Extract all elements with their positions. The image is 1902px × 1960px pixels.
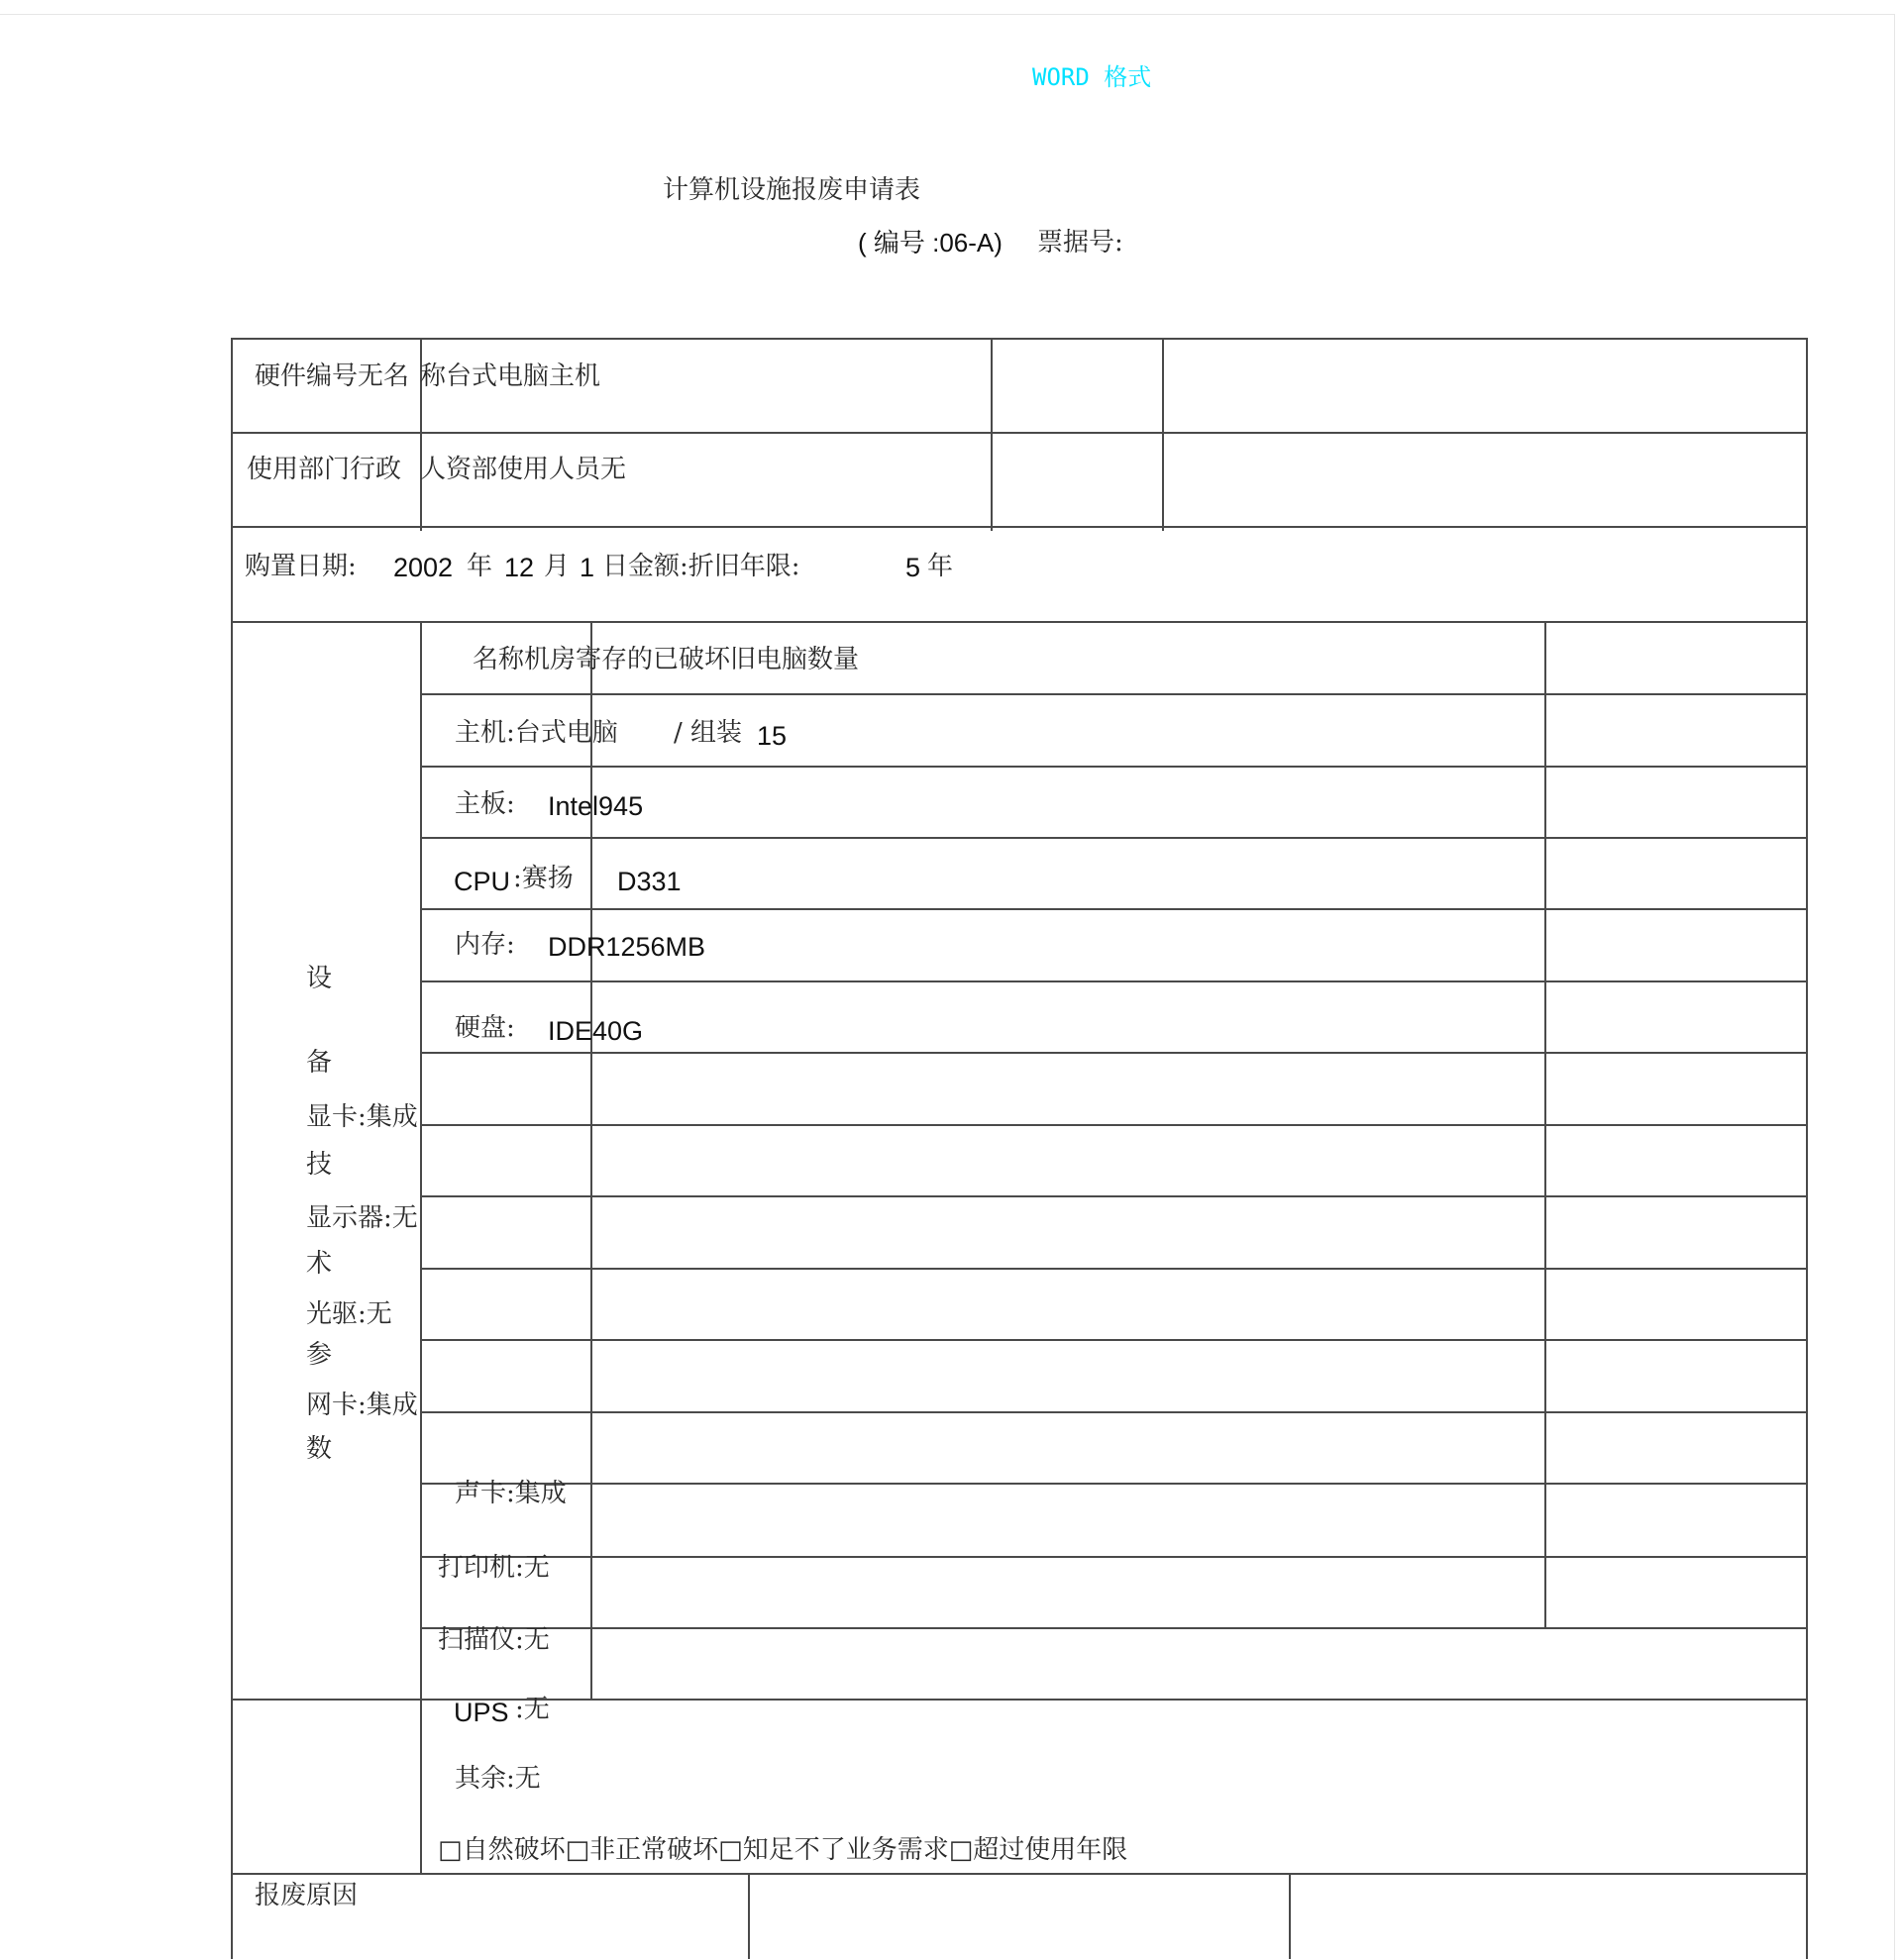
disk-value: IDE40G	[548, 1016, 644, 1046]
ups-prefix: UPS	[454, 1698, 509, 1727]
purchase-year: 2002	[393, 553, 454, 582]
table-line	[421, 1339, 1808, 1341]
table-line	[421, 693, 1808, 695]
host-quantity: 15	[757, 721, 788, 751]
printer-spec: 打印机:无	[438, 1553, 550, 1583]
table-line	[421, 908, 1808, 910]
table-line	[421, 1627, 1808, 1629]
table-line	[590, 621, 592, 1701]
table-line	[991, 338, 993, 531]
memory-value: DDR1256MB	[548, 932, 706, 962]
purchase-day: 1	[580, 553, 595, 582]
scrap-reason-label: 报废原因	[255, 1881, 359, 1910]
department-value: 人资部使用人员无	[420, 455, 627, 484]
host-separator: / 组装	[674, 718, 743, 748]
table-line	[421, 1411, 1808, 1413]
amount-depreciation-label: 日金额:折旧年限:	[602, 552, 800, 581]
depreciation-years: 5	[905, 553, 921, 582]
nic-spec: 网卡:集成	[306, 1391, 418, 1420]
table-line	[1289, 1873, 1291, 1959]
host-label: 主机:台式电脑	[455, 718, 618, 748]
table-line	[421, 1483, 1808, 1485]
table-line	[231, 621, 1808, 623]
table-line	[231, 1873, 1808, 1875]
cpu-value: D331	[617, 867, 682, 896]
sound-card-spec: 声卡:集成	[455, 1479, 567, 1508]
table-line	[1544, 621, 1546, 1629]
table-line	[421, 766, 1808, 768]
month-unit: 月	[544, 552, 571, 581]
scanner-spec: 扫描仪:无	[438, 1625, 550, 1655]
memory-label: 内存:	[455, 930, 515, 960]
cpu-prefix: CPU	[454, 867, 511, 896]
spec-side-char: 设	[306, 964, 333, 993]
spec-side-char: 备	[306, 1048, 333, 1078]
table-line	[748, 1873, 750, 1959]
board-value: Intel945	[548, 791, 644, 821]
ticket-number-label: 票据号:	[1037, 228, 1123, 258]
table-line	[421, 1556, 1808, 1558]
board-label: 主板:	[455, 789, 515, 819]
form-code: ( 编号 :06-A)	[858, 228, 1003, 258]
optical-drive-spec: 光驱:无	[306, 1299, 392, 1329]
table-line	[231, 432, 1808, 434]
year-unit: 年	[467, 552, 493, 581]
department-label: 使用部门行政	[247, 455, 402, 484]
table-line	[1806, 338, 1808, 1959]
other-spec: 其余:无	[455, 1764, 541, 1794]
table-line	[421, 837, 1808, 839]
form-title: 计算机设施报废申请表	[663, 175, 921, 205]
table-line	[231, 338, 1808, 340]
header-tag: WORD 格式	[1032, 63, 1152, 91]
table-line	[231, 338, 233, 1959]
table-line	[421, 1195, 1808, 1197]
spec-title-row: 名称机房寄存的已破坏旧电脑数量	[473, 645, 860, 674]
table-line	[231, 526, 1808, 528]
depreciation-unit: 年	[927, 552, 954, 581]
hardware-id-label: 硬件编号无名	[255, 361, 410, 391]
table-line	[1162, 338, 1164, 531]
document-page	[0, 14, 1895, 1960]
disk-label: 硬盘:	[455, 1013, 515, 1043]
spec-side-char: 术	[306, 1249, 333, 1279]
spec-side-char: 数	[306, 1434, 333, 1464]
purchase-month: 12	[504, 553, 535, 582]
table-line	[421, 1268, 1808, 1270]
spec-side-char: 参	[306, 1340, 333, 1370]
device-name-value: 称台式电脑主机	[420, 361, 601, 391]
cpu-label: :赛扬	[513, 864, 574, 893]
gpu-spec: 显卡:集成	[306, 1102, 418, 1132]
purchase-date-label: 购置日期:	[245, 552, 357, 581]
scrap-reason-options: □自然破坏□非正常破坏□知足不了业务需求□超过使用年限	[438, 1835, 1128, 1865]
table-line	[421, 1052, 1808, 1054]
table-line	[421, 1124, 1808, 1126]
monitor-spec: 显示器:无	[306, 1203, 418, 1233]
table-line	[421, 980, 1808, 982]
table-line	[420, 621, 422, 1875]
spec-side-char: 技	[306, 1150, 333, 1180]
ups-value: :无	[515, 1695, 550, 1724]
